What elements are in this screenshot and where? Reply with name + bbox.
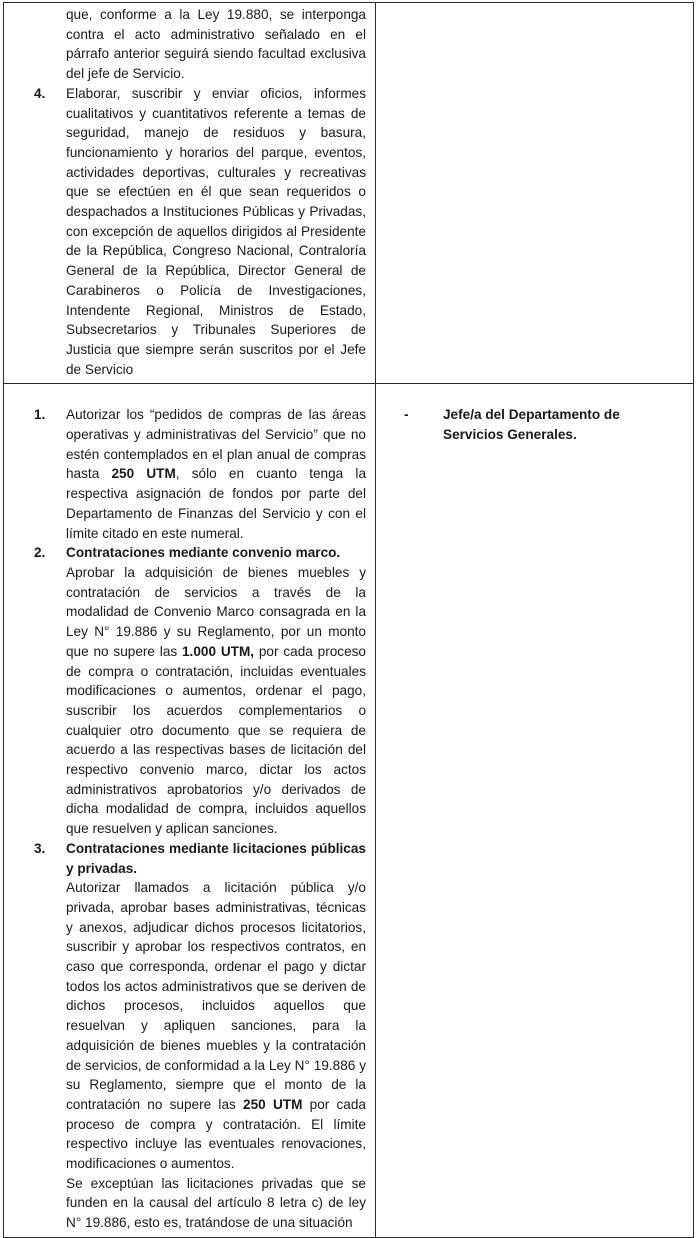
- delegation-table: [3, 2, 694, 1238]
- item-text: Autorizar llamados a licitación pública y/o privada, aprobar bases administrativas, técnicas y anexos, adjudicar dichos procesos licitatorios, suscribir y aprobar los respectivos contratos, en caso que corresponda, ordenar el pago y dictar todos los actos administrativos que se deriven de dichos procesos, incluidos aquellos que resuelvan y apliquen sanciones, para la adquisición de bienes muebles y la contratación de servicios, de conformidad a la Ley N° 19.886 y su Reglamento, siempre que el monto de la contratación no supere las: [66, 880, 366, 1112]
- continuation-paragraph: que, conforme a la Ley 19.880, se interponga contra el acto administrativo señalado en el párrafo anterior seguirá siendo facultad exclusiva del jefe de Servicio.: [66, 7, 366, 82]
- item-text: Elaborar, suscribir y enviar oficios, informes cualitativos y cuantitativos referente a temas de seguridad, manejo de residuos y basura, funcionamiento y horarios del parque, eventos, actividades deportivas, culturales y recreativas que se efectúen en él que sean requeridos o despachados a Instituciones Públicas y Privadas, con excepción de aquellos dirigidos al Presidente de la República, Congreso Nacional, Contraloría General de la República, Director General de Carabineros o Policía de Investigaciones, Intendente Regional, Ministros de Estado, Subsecretarios y Tribunales Superiores de Justicia que siempre serán suscritos por el Jefe de Servicio: [66, 85, 366, 377]
- utm-limit: 250 UTM: [111, 466, 176, 482]
- item-text: Autorizar los “pedidos de compras de las áreas operativas y administrativas del Servicio” que no estén contemplados en el plan anual de compras hasta: [66, 407, 366, 482]
- item-heading: Contrataciones mediante convenio marco.: [66, 545, 341, 561]
- item-text: Aprobar la adquisición de bienes muebles y contratación de servicios a través de la modalidad de Convenio Marco consagrada en la Ley N° 19.886 y su Reglamento, por un monto que no supere las: [66, 564, 366, 659]
- responsible-officer: [376, 405, 693, 444]
- item-text: por cada proceso de compra o contratación, incluidas eventuales modificaciones o aumentos, ordenar el pago, suscribir los acuerdos complementarios o cualquier otro documento que se requiera de acuerdo a las respectivas bases de licitación del respectivo convenio marco, dictar los actos administrativos aprobatorios y/o derivados de dicha modalidad de compra, incluidos aquellos que resuelven y aplican sanciones.: [66, 643, 366, 837]
- row1-functions-cell: [4, 3, 376, 384]
- function-item-1: [4, 405, 375, 543]
- table-row: [4, 3, 694, 384]
- function-item-3: [4, 839, 375, 1233]
- function-item-4: [4, 84, 375, 380]
- item-number: 3.: [34, 840, 46, 856]
- dash-bullet: -: [404, 407, 409, 423]
- exception-paragraph: Se exceptúan las licitaciones privadas que se funden en la causal del artículo 8 letra c) de ley N° 19.886, esto es, tratándose de una situación: [66, 1175, 366, 1231]
- responsible-text: Jefe/a del Departamento de Servicios Generales.: [443, 407, 620, 443]
- function-item-2: [4, 543, 375, 839]
- row1-responsible-cell: [376, 3, 694, 384]
- item-number: 4.: [34, 85, 46, 101]
- table-row: [4, 384, 694, 1238]
- item-number: 1.: [34, 407, 46, 423]
- item-heading: Contrataciones mediante licitaciones públicas y privadas.: [66, 840, 366, 876]
- item-number: 2.: [34, 545, 46, 561]
- utm-limit: 1.000 UTM,: [182, 643, 255, 659]
- item-text: por cada proceso de compra y contratación. El límite respectivo incluye las eventuales renovaciones, modificaciones o aumentos.: [66, 1096, 366, 1172]
- row2-responsible-cell: [376, 384, 694, 1238]
- utm-limit: 250 UTM: [243, 1096, 303, 1112]
- item-text: , sólo en cuanto tenga la respectiva asignación de fondos por parte del Departamento de Finanzas del Servicio y con el límite citado en este numeral.: [66, 466, 366, 541]
- row2-functions-cell: [4, 384, 376, 1238]
